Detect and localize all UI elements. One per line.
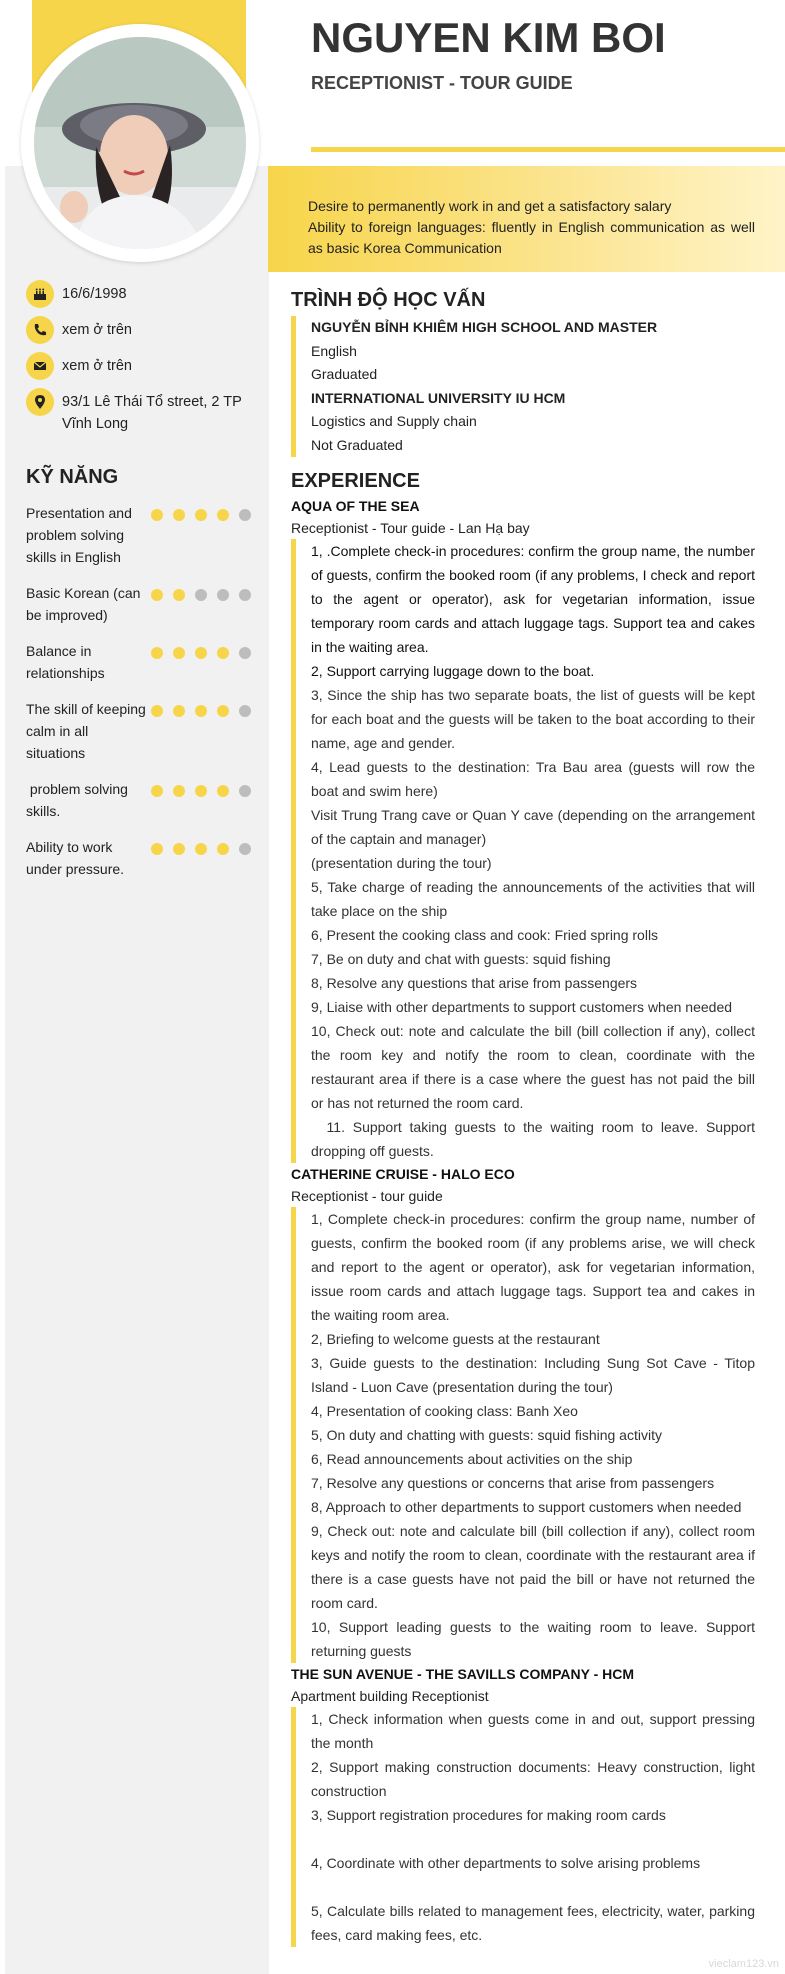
- duty-item: 3, Guide guests to the destination: Including Sung Sot Cave - Titop Island - Luon Cave (presentation during the tour): [311, 1355, 755, 1395]
- objective-panel: [268, 166, 785, 272]
- address-row: [26, 388, 261, 435]
- skill-label: problem solving skills.: [26, 781, 132, 819]
- avatar-frame: [21, 24, 259, 262]
- rating-dot-empty: [217, 589, 229, 601]
- rating-dot-filled: [173, 647, 185, 659]
- skill-label: Presentation and problem solving skills in English: [26, 505, 136, 565]
- skill-row: [26, 698, 251, 764]
- school-name: NGUYỄN BỈNH KHIÊM HIGH SCHOOL AND MASTER: [311, 319, 658, 335]
- rating-dot-empty: [239, 647, 251, 659]
- cake-icon: [26, 280, 54, 308]
- duty-item: 7, Resolve any questions or concerns that arise from passengers: [311, 1475, 715, 1491]
- school-status: Not Graduated: [311, 436, 403, 453]
- skill-rating: [151, 836, 251, 880]
- school-name: INTERNATIONAL UNIVERSITY IU HCM: [311, 389, 566, 406]
- skill-rating: [151, 502, 251, 568]
- duty-item: 2, Support making construction documents: Heavy construction, light construction: [311, 1759, 755, 1799]
- rating-dot-filled: [173, 843, 185, 855]
- objective-line: Ability to foreign languages: fluently in English communication as well as basic Korea Communication: [308, 219, 755, 256]
- sidebar: [5, 0, 269, 1974]
- skill-rating: [151, 582, 251, 626]
- email-text: xem ở trên: [62, 358, 132, 374]
- skill-label: The skill of keeping calm in all situations: [26, 701, 150, 761]
- duty-item: 3, Since the ship has two separate boats, the list of guests will be kept for each boat and the guests will be taken to the boat according to their name, age and gender.: [311, 687, 755, 751]
- main-content: [291, 286, 759, 1947]
- duty-item: 2, Support carrying luggage down to the boat.: [311, 663, 595, 679]
- skill-label: Basic Korean (can be improved): [26, 585, 145, 623]
- candidate-role: RECEPTIONIST - TOUR GUIDE: [311, 73, 573, 93]
- rating-dot-empty: [239, 843, 251, 855]
- company-name: AQUA OF THE SEA: [291, 498, 420, 514]
- rating-dot-empty: [239, 785, 251, 797]
- duty-item: 8, Approach to other departments to support customers when needed: [311, 1499, 742, 1515]
- rating-dot-filled: [151, 705, 163, 717]
- rating-dot-filled: [195, 843, 207, 855]
- job-position: Receptionist - Tour guide - Lan Hạ bay: [291, 520, 530, 536]
- skills-list: [26, 502, 251, 894]
- phone-icon: [26, 316, 54, 344]
- rating-dot-filled: [173, 705, 185, 717]
- school-major: Logistics and Supply chain: [311, 413, 477, 429]
- rating-dot-filled: [173, 589, 185, 601]
- avatar-photo: [34, 37, 246, 249]
- duty-item: 5, On duty and chatting with guests: squid fishing activity: [311, 1427, 662, 1443]
- duty-item: 5, Calculate bills related to management fees, electricity, water, parking fees, card making fees, etc.: [311, 1903, 755, 1943]
- skill-rating: [151, 698, 251, 764]
- duty-item: 1, Check information when guests come in and out, support pressing the month: [311, 1711, 755, 1751]
- spacer: [311, 1827, 755, 1851]
- education-list: [291, 316, 755, 457]
- phone-row: [26, 316, 261, 344]
- rating-dot-filled: [217, 785, 229, 797]
- duty-item: 6, Present the cooking class and cook: Fried spring rolls: [311, 927, 659, 943]
- contact-info: [26, 280, 261, 443]
- skill-rating: [151, 778, 251, 822]
- skill-rating: [151, 640, 251, 684]
- phone-text: xem ở trên: [62, 322, 132, 338]
- header-divider: [311, 147, 785, 152]
- objective-line: Desire to permanently work in and get a satisfactory salary: [308, 198, 672, 214]
- address-text: 93/1 Lê Thái Tổ street, 2 TP Vĩnh Long: [62, 394, 242, 432]
- rating-dot-empty: [239, 705, 251, 717]
- school-major: English: [311, 342, 357, 359]
- duty-item: 9, Liaise with other departments to support customers when needed: [311, 999, 733, 1015]
- rating-dot-empty: [239, 589, 251, 601]
- rating-dot-filled: [195, 647, 207, 659]
- skill-label: Ability to work under pressure.: [26, 839, 125, 877]
- duty-item: 4, Coordinate with other departments to solve arising problems: [311, 1855, 701, 1871]
- duty-item: Visit Trung Trang cave or Quan Y cave (depending on the arrangement of the captain and manager): [311, 807, 755, 847]
- watermark: vieclam123.vn: [708, 1958, 779, 1970]
- skill-label: Balance in relationships: [26, 643, 105, 681]
- mail-icon: [26, 352, 54, 380]
- rating-dot-filled: [151, 509, 163, 521]
- rating-dot-empty: [195, 589, 207, 601]
- spacer: [311, 1875, 755, 1899]
- rating-dot-filled: [217, 705, 229, 717]
- duty-item: 2, Briefing to welcome guests at the restaurant: [311, 1331, 600, 1347]
- company-name: CATHERINE CRUISE - HALO ECO: [291, 1166, 515, 1182]
- candidate-name: NGUYEN KIM BOI: [311, 14, 666, 61]
- duty-item: 1, .Complete check-in procedures: confirm the group name, the number of guests, confirm the booked room (if any problems, I check and report to the agent or operator), ask for vegetarian information, issue temporary room cards and attach luggage tags. Support tea and cakes in the waiting area.: [311, 543, 755, 655]
- experience-title: EXPERIENCE: [291, 470, 420, 492]
- rating-dot-filled: [173, 509, 185, 521]
- birthday-text: 16/6/1998: [62, 286, 127, 302]
- duty-item: (presentation during the tour): [311, 855, 492, 871]
- duty-item: 9, Check out: note and calculate bill (bill collection if any), collect room keys and notify the room to clean, coordinate with the restaurant area if there is a case guests have not paid the bill or have not returned the room card.: [311, 1523, 755, 1611]
- location-icon: [26, 388, 54, 416]
- rating-dot-empty: [239, 509, 251, 521]
- rating-dot-filled: [195, 785, 207, 797]
- rating-dot-filled: [151, 589, 163, 601]
- duty-item: 4, Presentation of cooking class: Banh Xeo: [311, 1403, 578, 1419]
- rating-dot-filled: [195, 705, 207, 717]
- school-status: Graduated: [311, 366, 378, 382]
- duty-item: 7, Be on duty and chat with guests: squid fishing: [311, 951, 611, 967]
- company-name: THE SUN AVENUE - THE SAVILLS COMPANY - HCM: [291, 1666, 635, 1682]
- duty-item: 4, Lead guests to the destination: Tra Bau area (guests will row the boat and swim here): [311, 759, 755, 799]
- duty-item: 10, Check out: note and calculate the bill (bill collection if any), collect the room key and notify the room to clean, coordinate with the restaurant area if there is a case where the guest has not paid the bill or has not returned the room card.: [311, 1023, 755, 1111]
- skill-row: [26, 836, 251, 880]
- duty-item: 3, Support registration procedures for making room cards: [311, 1807, 666, 1823]
- skill-row: [26, 778, 251, 822]
- duty-item: 5, Take charge of reading the announcements of the activities that will take place on the ship: [311, 879, 755, 919]
- duty-item: 1, Complete check-in procedures: confirm the group name, number of guests, confirm the booked room (if any problems arise, we will check and report to the agent or operator), ask for vegetarian information, issue room cards and attach luggage tags. Support tea and cakes in the waiting room area.: [311, 1211, 755, 1323]
- email-row: [26, 352, 261, 380]
- skill-row: [26, 640, 251, 684]
- rating-dot-filled: [173, 785, 185, 797]
- birthday-row: [26, 280, 261, 308]
- skills-title: KỸ NĂNG: [26, 466, 119, 488]
- duty-list: [291, 539, 759, 1163]
- duty-item: 10, Support leading guests to the waiting room to leave. Support returning guests: [311, 1619, 755, 1659]
- rating-dot-filled: [151, 647, 163, 659]
- rating-dot-filled: [217, 509, 229, 521]
- job-position: Apartment building Receptionist: [291, 1688, 489, 1704]
- rating-dot-filled: [217, 843, 229, 855]
- education-title: TRÌNH ĐỘ HỌC VẤN: [291, 289, 486, 311]
- rating-dot-filled: [151, 843, 163, 855]
- duty-list: [291, 1707, 755, 1947]
- duty-item: 6, Read announcements about activities on the ship: [311, 1451, 633, 1467]
- job-position: Receptionist - tour guide: [291, 1188, 443, 1204]
- duty-item: 11. Support taking guests to the waiting room to leave. Support dropping off guests.: [311, 1119, 759, 1159]
- avatar: [34, 37, 246, 249]
- rating-dot-filled: [195, 509, 207, 521]
- duty-item: 8, Resolve any questions that arise from passengers: [311, 975, 638, 991]
- duty-list: [291, 1207, 755, 1663]
- skill-row: [26, 502, 251, 568]
- skill-row: [26, 582, 251, 626]
- rating-dot-filled: [151, 785, 163, 797]
- rating-dot-filled: [217, 647, 229, 659]
